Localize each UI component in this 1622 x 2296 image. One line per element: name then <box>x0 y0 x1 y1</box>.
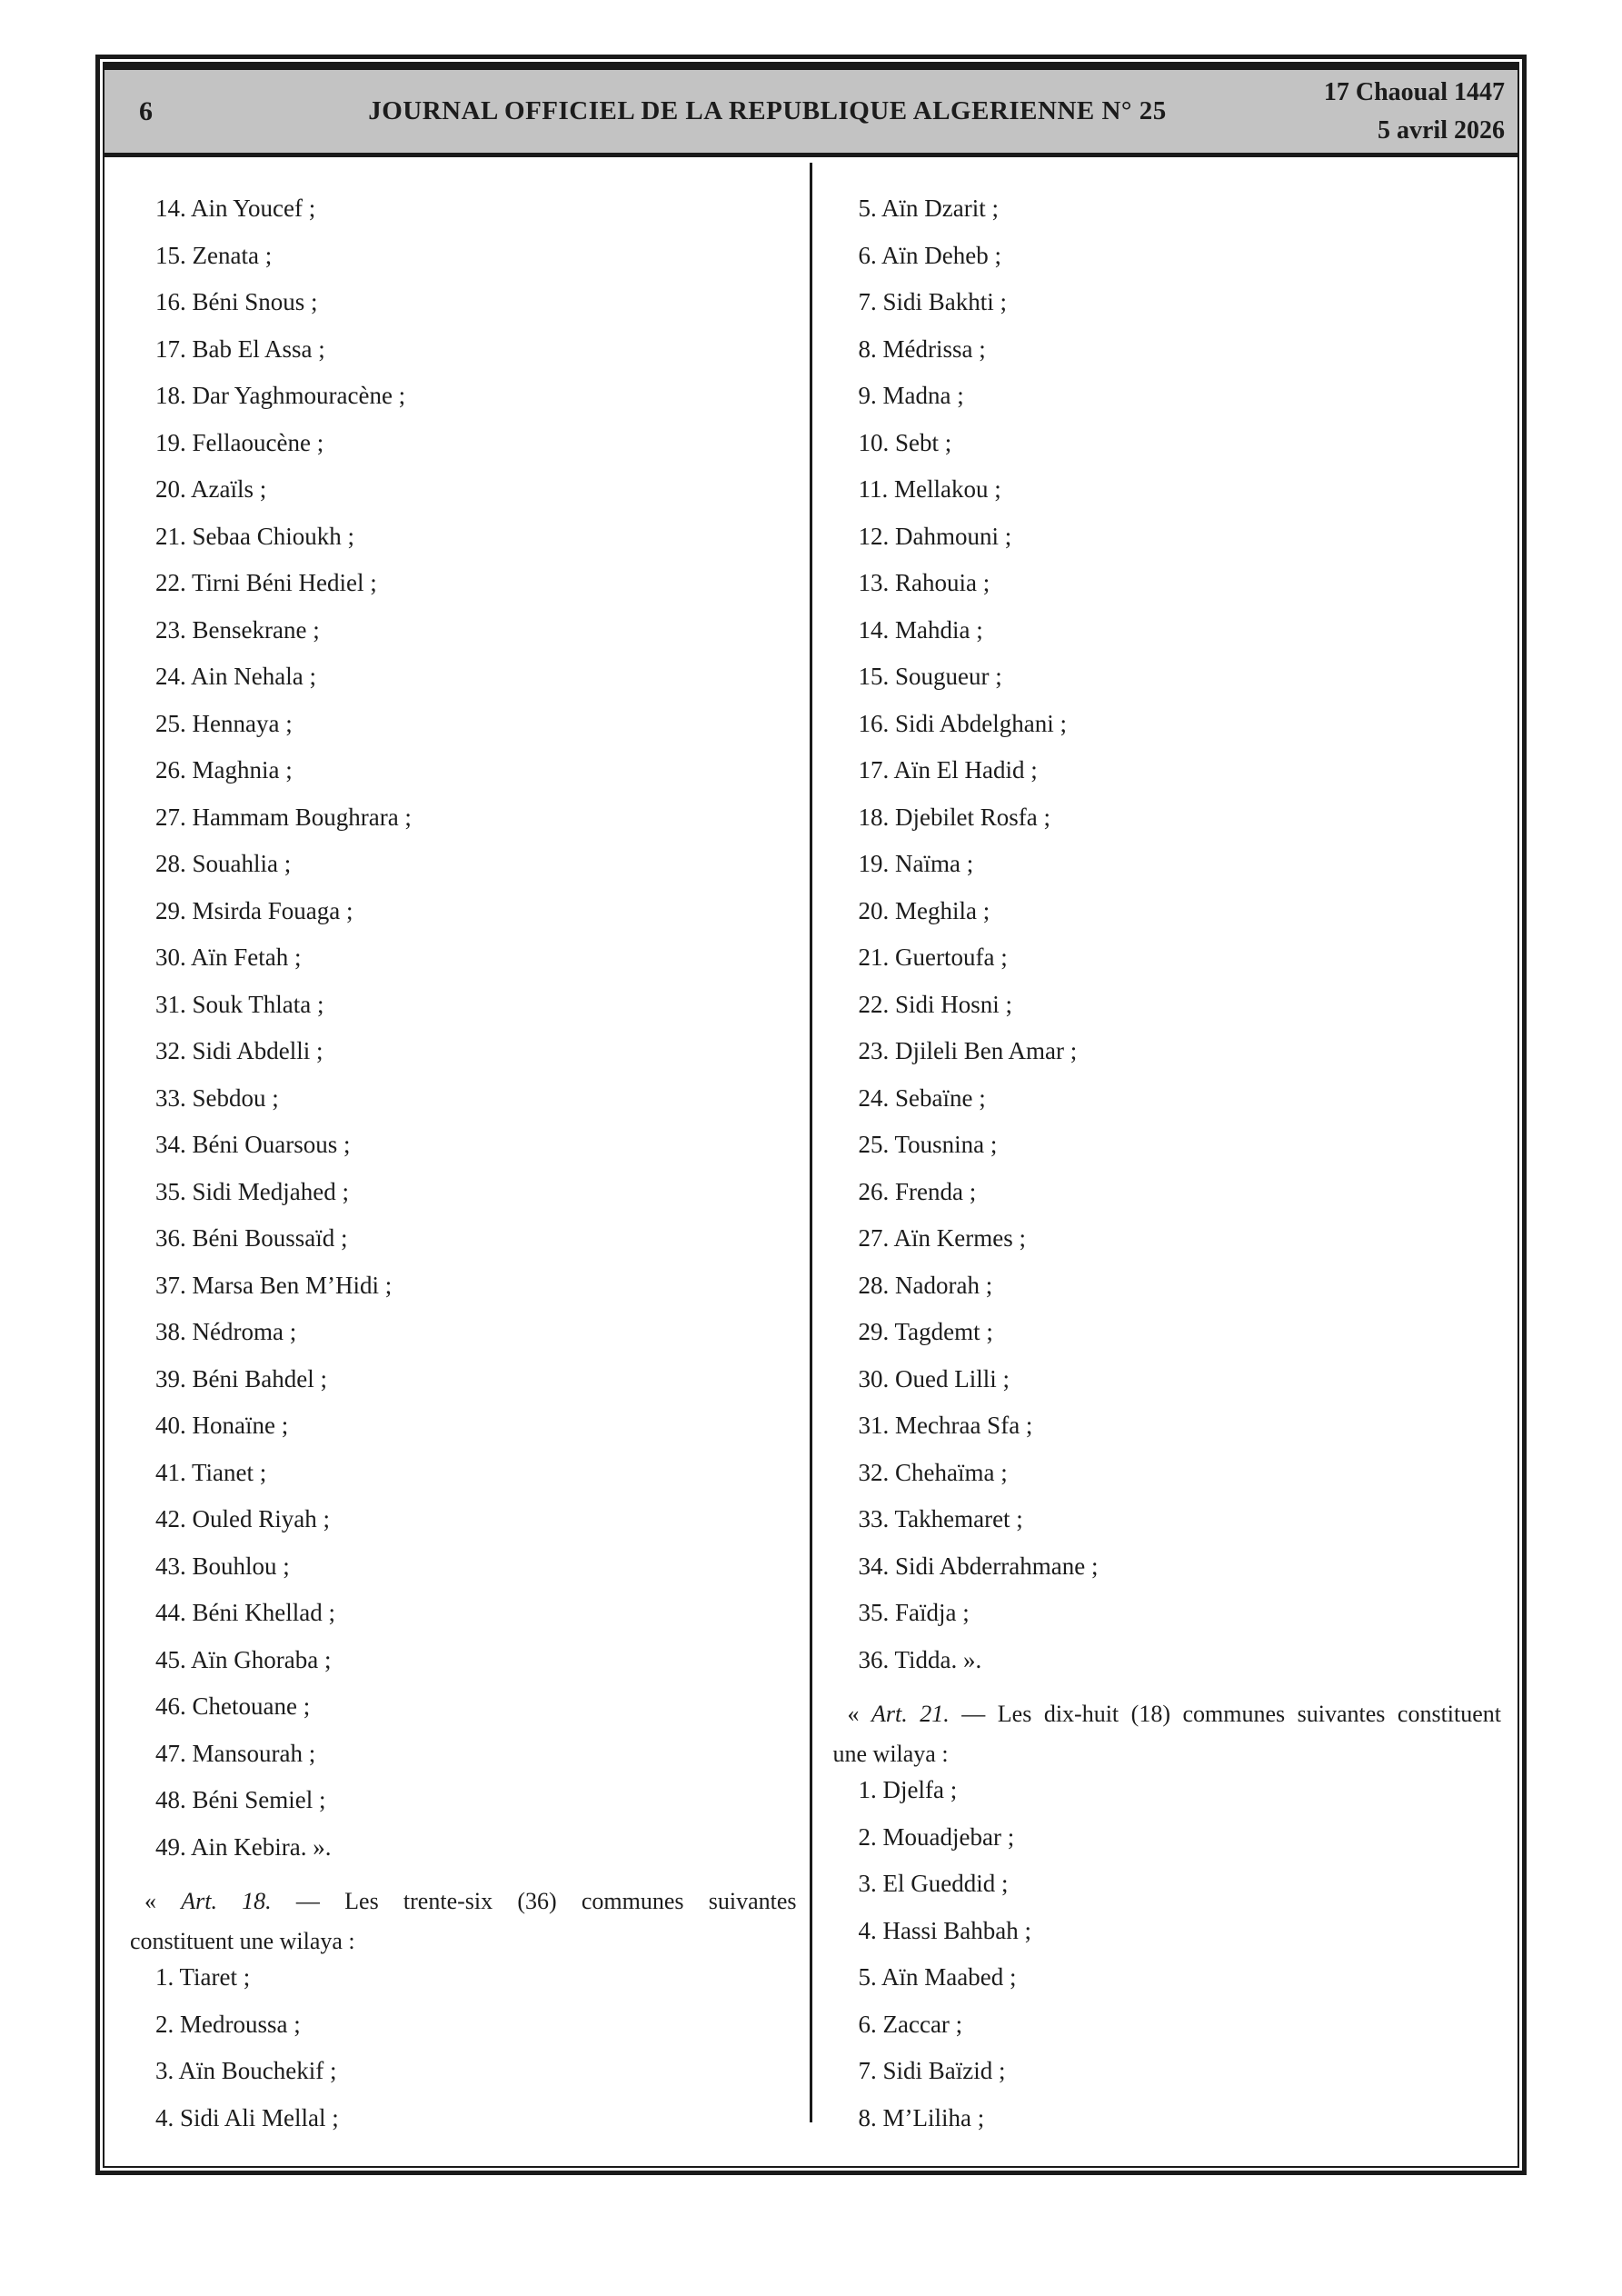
commune-list-item: 1. Djelfa ; <box>858 1776 958 1803</box>
commune-list-item: 46. Chetouane ; <box>155 1692 311 1720</box>
commune-list-item: 16. Sidi Abdelghani ; <box>858 709 1067 737</box>
commune-list-item: 44. Béni Khellad ; <box>155 1599 335 1626</box>
commune-list-item: 36. Tidda. ». <box>858 1645 982 1673</box>
commune-list-item: 43. Bouhlou ; <box>155 1552 290 1580</box>
commune-list-item: 20. Meghila ; <box>858 896 990 924</box>
commune-list-item: 28. Souahlia ; <box>155 850 292 877</box>
commune-list-item: 30. Aïn Fetah ; <box>155 943 302 971</box>
date-hijri: 17 Chaoual 1447 <box>1323 77 1505 106</box>
commune-list-left-top <box>130 196 797 1860</box>
commune-list-item: 12. Dahmouni ; <box>858 522 1012 550</box>
commune-list-item: 29. Tagdemt ; <box>858 1318 993 1345</box>
commune-list-item: 25. Tousnina ; <box>858 1131 998 1158</box>
commune-list-item: 33. Sebdou ; <box>155 1083 279 1112</box>
commune-list-item: 7. Sidi Baïzid ; <box>858 2057 1006 2084</box>
page-frame-inner <box>103 62 1519 2168</box>
commune-list-item: 14. Mahdia ; <box>858 615 983 644</box>
commune-list-item: 19. Fellaoucène ; <box>155 428 324 456</box>
commune-list-item: 5. Aïn Dzarit ; <box>858 195 999 222</box>
commune-list-left-bottom <box>130 1965 797 2131</box>
commune-list-item: 41. Tianet ; <box>155 1458 267 1486</box>
commune-list-item: 17. Bab El Assa ; <box>155 334 325 363</box>
article-21-paragraph <box>833 1694 1502 1774</box>
commune-list-item: 17. Aïn El Hadid ; <box>858 756 1038 784</box>
commune-list-item: 39. Béni Bahdel ; <box>155 1364 327 1393</box>
article-18-line1 <box>130 1882 797 1922</box>
commune-list-item: 24. Ain Nehala ; <box>155 663 316 690</box>
article-18-text: Les trente-six (36) communes suivantes <box>344 1888 797 1914</box>
commune-list-right-top <box>833 196 1502 1672</box>
article-18-paragraph <box>130 1882 797 1962</box>
commune-list-item: 19. Naïma ; <box>858 850 974 877</box>
commune-list-item: 8. M’Liliha ; <box>858 2103 985 2131</box>
commune-list-item: 9. Madna ; <box>858 382 964 409</box>
commune-list-item: 49. Ain Kebira. ». <box>155 1832 332 1861</box>
article-21-text: Les dix-huit (18) communes suivantes constituent <box>997 1701 1502 1727</box>
commune-list-item: 15. Zenata ; <box>155 241 273 269</box>
commune-list-item: 5. Aïn Maabed ; <box>858 1963 1017 1991</box>
page-frame <box>95 55 1527 2175</box>
commune-list-item: 7. Sidi Bakhti ; <box>858 288 1008 315</box>
em-dash: — <box>295 1888 320 1914</box>
article-18-ref: Art. 18. <box>181 1888 272 1914</box>
commune-list-item: 45. Aïn Ghoraba ; <box>155 1645 332 1673</box>
commune-list-item: 27. Aïn Kermes ; <box>858 1224 1026 1252</box>
article-18-line2: constituent une wilaya : <box>130 1928 355 1954</box>
commune-list-item: 22. Sidi Hosni ; <box>858 990 1013 1018</box>
date-block <box>1278 74 1518 150</box>
commune-list-item: 4. Sidi Ali Mellal ; <box>155 2103 339 2131</box>
commune-list-item: 38. Nédroma ; <box>155 1318 297 1345</box>
commune-list-item: 32. Sidi Abdelli ; <box>155 1037 323 1064</box>
commune-list-item: 27. Hammam Boughrara ; <box>155 803 412 831</box>
open-quote: « <box>847 1701 860 1727</box>
article-21-ref: Art. 21. <box>871 1701 950 1727</box>
page-header <box>104 64 1518 157</box>
column-right <box>811 157 1518 2166</box>
commune-list-item: 37. Marsa Ben M’Hidi ; <box>155 1271 393 1299</box>
commune-list-item: 20. Azaïls ; <box>155 475 267 503</box>
commune-list-item: 26. Frenda ; <box>858 1177 977 1205</box>
commune-list-item: 33. Takhemaret ; <box>858 1505 1023 1532</box>
commune-list-item: 34. Sidi Abderrahmane ; <box>858 1552 1099 1580</box>
commune-list-item: 3. Aïn Bouchekif ; <box>155 2057 337 2084</box>
commune-list-item: 11. Mellakou ; <box>858 475 1001 503</box>
column-left <box>104 157 811 2166</box>
commune-list-item: 48. Béni Semiel ; <box>155 1786 326 1813</box>
commune-list-item: 23. Djileli Ben Amar ; <box>858 1037 1078 1064</box>
commune-list-item: 2. Mouadjebar ; <box>858 1822 1015 1851</box>
page-number: 6 <box>139 95 153 126</box>
commune-list-item: 21. Guertoufa ; <box>858 943 1008 971</box>
commune-list-item: 18. Dar Yaghmouracène ; <box>155 382 406 409</box>
commune-list-item: 31. Mechraa Sfa ; <box>858 1412 1033 1439</box>
commune-list-item: 1. Tiaret ; <box>155 1963 251 1991</box>
commune-list-item: 26. Maghnia ; <box>155 756 293 784</box>
commune-list-item: 18. Djebilet Rosfa ; <box>858 803 1050 831</box>
commune-list-item: 47. Mansourah ; <box>155 1739 316 1767</box>
commune-list-item: 3. El Gueddid ; <box>858 1870 1009 1897</box>
commune-list-item: 23. Bensekrane ; <box>155 615 320 644</box>
commune-list-item: 34. Béni Ouarsous ; <box>155 1131 351 1158</box>
commune-list-item: 8. Médrissa ; <box>858 334 986 363</box>
commune-list-item: 10. Sebt ; <box>858 428 952 456</box>
page-content <box>104 157 1518 2166</box>
commune-list-item: 4. Hassi Bahbah ; <box>858 1916 1031 1944</box>
commune-list-item: 32. Chehaïma ; <box>858 1458 1008 1486</box>
commune-list-item: 15. Sougueur ; <box>858 663 1002 690</box>
commune-list-right-bottom <box>833 1778 1502 2131</box>
commune-list-item: 35. Sidi Medjahed ; <box>155 1177 349 1205</box>
commune-list-item: 30. Oued Lilli ; <box>858 1364 1010 1393</box>
article-21-line1 <box>833 1694 1502 1734</box>
commune-list-item: 24. Sebaïne ; <box>858 1083 986 1112</box>
commune-list-item: 13. Rahouia ; <box>858 569 990 596</box>
commune-list-item: 35. Faïdja ; <box>858 1599 970 1626</box>
commune-list-item: 31. Souk Thlata ; <box>155 990 324 1018</box>
date-gregorian: 5 avril 2026 <box>1378 115 1505 145</box>
commune-list-item: 21. Sebaa Chioukh ; <box>155 522 354 550</box>
commune-list-item: 14. Ain Youcef ; <box>155 195 316 222</box>
commune-list-item: 40. Honaïne ; <box>155 1412 289 1439</box>
commune-list-item: 42. Ouled Riyah ; <box>155 1505 330 1532</box>
article-21-line2: une wilaya : <box>832 1741 949 1767</box>
commune-list-item: 2. Medroussa ; <box>155 2010 301 2038</box>
open-quote: « <box>144 1888 156 1914</box>
journal-title: JOURNAL OFFICIEL DE LA REPUBLIQUE ALGERIENNE N° 25 <box>368 96 1167 125</box>
em-dash: — <box>961 1701 986 1727</box>
commune-list-item: 16. Béni Snous ; <box>155 288 318 315</box>
column-divider <box>810 163 812 2122</box>
commune-list-item: 28. Nadorah ; <box>858 1271 993 1299</box>
commune-list-item: 29. Msirda Fouaga ; <box>155 896 353 924</box>
commune-list-item: 25. Hennaya ; <box>155 709 293 737</box>
commune-list-item: 6. Aïn Deheb ; <box>858 241 1001 269</box>
commune-list-item: 36. Béni Boussaïd ; <box>155 1224 348 1252</box>
commune-list-item: 6. Zaccar ; <box>858 2010 963 2038</box>
commune-list-item: 22. Tirni Béni Hediel ; <box>155 569 377 596</box>
